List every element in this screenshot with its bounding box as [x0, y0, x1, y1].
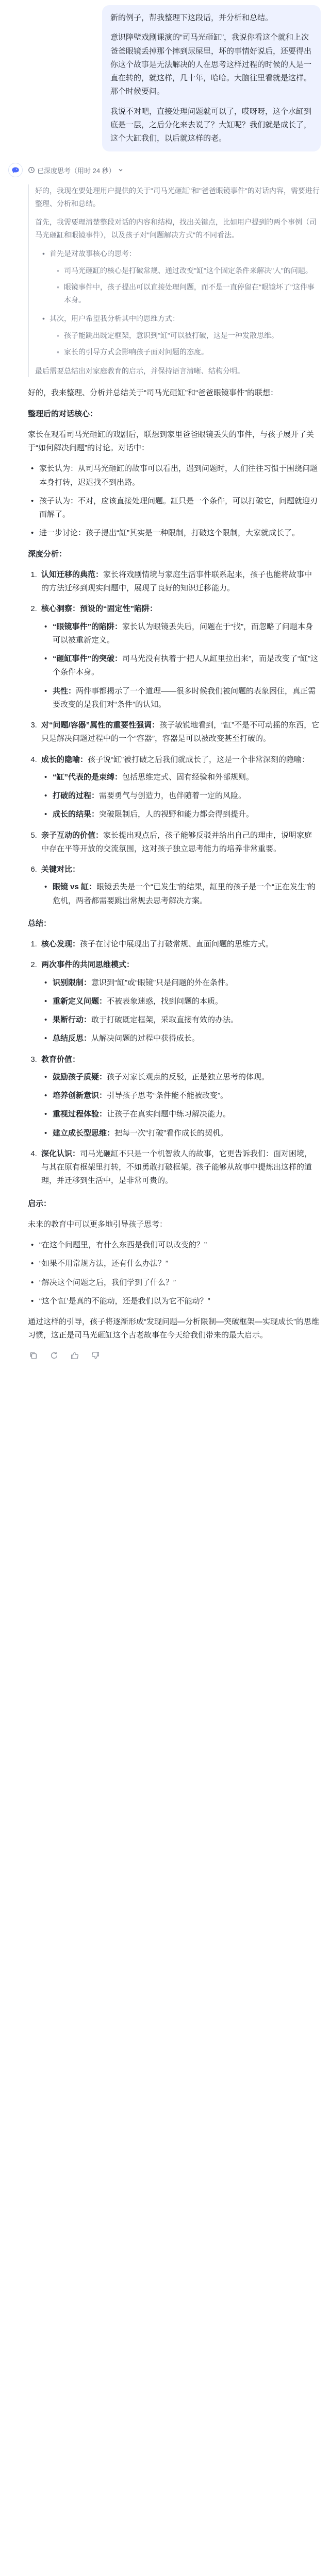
section-title: 总结： — [28, 919, 52, 928]
item-text: 孩子敏锐地看到，“缸”不是不可动摇的东西，它只是解决问题过程中的一个“容器”，容器是可以被改变甚至打破的。 — [41, 721, 320, 743]
list-item: • “这个‘缸’是真的不能动，还是我们以为它不能动？” — [31, 1295, 320, 1308]
sub-list — [41, 880, 320, 908]
sub-item-text: 两件事都揭示了一个道理——很多时候我们被问题的表象困住，真正需要改变的是我们对“条件”的认知。 — [53, 686, 316, 709]
numbered-item — [39, 938, 320, 951]
sub-item-lead: “砸缸事件”的突破： — [53, 654, 123, 663]
copy-button[interactable] — [28, 1350, 39, 1361]
sub-item-lead: 培养创新意识： — [53, 1091, 107, 1100]
numbered-item — [39, 753, 320, 822]
numbered-item — [39, 958, 320, 1045]
sub-list — [41, 1071, 320, 1140]
item-text: 孩子在讨论中展现出了打破常规、直面问题的思维方式。 — [80, 940, 274, 948]
sub-list — [41, 620, 320, 712]
sub-item-lead: 打破的过程： — [53, 791, 100, 800]
item-text: 家长提出观点后，孩子能够反驳并给出自己的理由，说明家庭中存在平等开放的交流氛围，这对孩子独立思考能力的培养非常重要。 — [41, 831, 312, 853]
assistant-avatar — [8, 163, 23, 177]
sub-item-lead: 重视过程体验： — [53, 1110, 107, 1119]
question-list — [28, 1239, 320, 1308]
list-item: • 孩子认为：不对，应该直接处理问题。缸只是一个条件，可以打破它，问题就迎刃而解了。 — [31, 495, 320, 522]
whale-logo-icon — [11, 165, 20, 175]
sub-item — [44, 1013, 320, 1027]
sub-item-lead: “眼镜事件”的陷阱： — [53, 622, 123, 631]
sub-item-lead: 眼镜 vs 缸： — [53, 883, 97, 892]
message-actions — [28, 1350, 320, 1361]
sub-item-text: 不被表象迷惑，找到问题的本质。 — [107, 996, 223, 1006]
user-paragraph: 意识障壁戏剧课演的“司马光砸缸”，我说你看这个就和上次爸爸眼镜丢掉那个摔到尿屎里，坏的事情好说后，还要得出你这个故事是无法解决的人在思考这样过程的时候的人是一直在转的，就这样，几十年，哈哈。大脑往里看就是这样。那个时候要问。 — [110, 33, 312, 96]
list-item: • “如果不用常规方法，还有什么办法？” — [31, 1257, 320, 1270]
sub-list — [41, 771, 320, 822]
think-paragraph: 最后需要总结出对家庭教育的启示，并保持语言清晰、结构分明。 — [35, 366, 244, 375]
sub-item — [44, 1032, 320, 1045]
item-lead: 亲子互动的价值： — [41, 831, 104, 840]
item-lead: 成长的隐喻： — [41, 755, 88, 764]
deep-think-toggle[interactable] — [28, 165, 124, 175]
copy-icon — [29, 1351, 38, 1360]
sub-item-text: 孩子对家长观点的反驳，正是独立思考的体现。 — [107, 1072, 270, 1081]
think-sub-item: ◦ 孩子能跳出既定框架，意识到"缸"可以被打破，这是一种发散思维。 — [57, 329, 320, 342]
item-lead: 认知迁移的典范： — [41, 570, 104, 579]
sub-item-text: 让孩子在真实问题中练习解决能力。 — [107, 1110, 231, 1119]
item-text: 家长将戏剧情境与家庭生活事件联系起来，孩子也能将故事中的方法迁移到现实问题中，展现了良好的知识迁移能力。 — [41, 570, 312, 592]
numbered-item — [39, 863, 320, 908]
sub-item-text: 敢于打破既定框架，采取直接有效的办法。 — [91, 1015, 239, 1024]
user-message — [0, 0, 330, 151]
sub-item-lead: 建立成长型思维： — [53, 1128, 115, 1138]
list-item: • 进一步讨论：孩子提出“缸”其实是一种限制，打破这个限制，大家就成长了。 — [31, 527, 320, 540]
section-title: 启示： — [28, 1199, 52, 1208]
numbered-item — [39, 829, 320, 856]
think-icon — [28, 166, 35, 174]
assistant-message — [0, 151, 330, 1361]
think-paragraph: 首先，我需要理清楚整段对话的内容和结构，找出关键点，比如用户提到的两个事例（司马光砸缸和眼镜事件），以及孩子对"问题解决方式"的不同看法。 — [35, 218, 317, 239]
sub-item — [44, 1108, 320, 1121]
sub-item-lead: 果断行动： — [53, 1015, 92, 1024]
dislike-button[interactable] — [90, 1350, 101, 1361]
numbered-item — [39, 1147, 320, 1188]
numbered-item — [39, 568, 320, 596]
sub-item-lead: 识别限制： — [53, 978, 92, 987]
item-lead: 关键对比： — [41, 865, 80, 874]
sub-item — [44, 1089, 320, 1103]
think-paragraph: 好的，我现在要处理用户提供的关于"司马光砸缸"和"爸爸眼镜事件"的对话内容，需要进行整理、分析和总结。 — [35, 187, 320, 208]
sub-item-text: 家长认为眼镜丢失后，问题在于“找”，而忽略了问题本身可以被重新定义。 — [53, 622, 314, 645]
list-item: • 家长认为：从司马光砸缸的故事可以看出，遇到问题时，人们往往习惯于围绕问题本身打转，迟迟找不到出路。 — [31, 462, 320, 489]
sub-item — [44, 620, 320, 648]
sub-item — [44, 685, 320, 712]
sub-item-lead: 成长的结果： — [53, 810, 100, 819]
think-block — [28, 184, 320, 377]
numbered-item — [39, 602, 320, 711]
sub-item-text: 需要勇气与创造力，也伴随着一定的风险。 — [99, 791, 246, 800]
sub-item-lead: 总结反思： — [53, 1034, 92, 1043]
regenerate-button[interactable] — [48, 1350, 60, 1361]
sub-item-lead: 共性： — [53, 686, 76, 696]
think-sub-item: ◦ 司马光砸缸的核心是打破常规、通过改变"缸"这个固定条件来解决"人"的问题。 — [57, 264, 320, 277]
item-text: 司马光砸缸不只是一个机智救人的故事，它更告诉我们：面对困境，与其在原有框架里打转，不如勇敢打破框架。孩子能够从故事中提炼出这样的道理，并迁移到生活中，是非常可贵的。 — [41, 1149, 312, 1185]
numbered-item — [39, 719, 320, 746]
sub-item — [44, 652, 320, 680]
think-status-text: 已深度思考（用时 24 秒） — [37, 166, 116, 175]
sub-item — [44, 1127, 320, 1140]
assistant-content — [8, 184, 320, 1361]
sub-item-text: 把每一次“打破”看作成长的契机。 — [114, 1128, 228, 1138]
dialogue-list — [28, 462, 320, 540]
item-lead: 两次事件的共同思维模式： — [41, 960, 135, 970]
sub-item-text: 突破限制后，人的视野和能力都会得到提升。 — [99, 810, 254, 819]
item-lead: 核心发现： — [41, 940, 80, 948]
refresh-icon — [50, 1351, 59, 1360]
analysis-list — [28, 568, 320, 908]
sub-item — [44, 976, 320, 990]
closing-paragraph: 通过这样的引导，孩子将逐渐形成“发现问题—分析限制—突破框架—实现成长”的思维习惯，这正是司马光砸缸这个古老故事在今天给我们带来的最大启示。 — [28, 1317, 319, 1340]
thumbs-up-icon — [70, 1351, 79, 1360]
item-lead: 对“问题/容器”属性的重要性强调： — [41, 721, 160, 730]
section-paragraph: 未来的教育中可以更多地引导孩子思考： — [28, 1219, 168, 1229]
sub-item — [44, 995, 320, 1008]
numbered-item — [39, 1053, 320, 1140]
user-paragraph: 我说不对吧，直接处理问题就可以了，哎呀呀，这个水缸到底是一层，之后分化来去说了？大缸呢？我们就是成长了，这个大缸我们，以后就这样的老。 — [110, 107, 312, 143]
think-sub-item: ◦ 家长的引导方式会影响孩子面对问题的态度。 — [57, 346, 320, 359]
think-list-item: • 其次，用户希望我分析其中的思维方式： ◦ 孩子能跳出既定框架，意识到"缸"可以被打破，这是一种发散思维。 ◦ 家长的引导方式会影响孩子面对问题的态度。 — [42, 312, 320, 359]
answer-intro: 好的，我来整理、分析并总结关于“司马光砸缸”和“爸爸眼镜事件”的联想： — [28, 388, 278, 398]
like-button[interactable] — [69, 1350, 80, 1361]
sub-item-text: 包括思维定式、固有经验和外部规则。 — [122, 772, 254, 782]
sub-list — [41, 976, 320, 1046]
sub-item-text: 眼镜丢失是一个“已发生”的结果，缸里的孩子是一个“正在发生”的危机，两者都需要跳出常规去思考解决方案。 — [53, 883, 316, 905]
sub-item-text: 司马光没有执着于“把人从缸里拉出来”，而是改变了“缸”这个条件本身。 — [53, 654, 318, 677]
sub-item — [44, 808, 320, 821]
item-lead: 深化认识： — [41, 1149, 80, 1158]
sub-item-text: 意识到“缸”或“眼镜”只是问题的外在条件。 — [91, 978, 233, 987]
item-text: 孩子说“缸”被打破之后我们就成长了，这是一个非常深刻的隐喻： — [88, 755, 310, 764]
user-bubble — [102, 5, 321, 151]
sub-item-text: 引导孩子思考“条件能不能被改变”。 — [107, 1091, 228, 1100]
section-paragraph: 家长在观看司马光砸缸的戏剧后，联想到家里爸爸眼镜丢失的事件，与孩子展开了关于“如何解决问题”的讨论。对话中： — [28, 430, 315, 452]
sub-item-lead: 重新定义问题： — [53, 996, 107, 1006]
list-item: • “在这个问题里，有什么东西是我们可以改变的？” — [31, 1239, 320, 1252]
sub-item — [44, 771, 320, 784]
sub-item — [44, 880, 320, 908]
sub-item-lead: 鼓励孩子质疑： — [53, 1072, 107, 1081]
think-list-item: • 首先是对故事核心的思考： ◦ 司马光砸缸的核心是打破常规、通过改变"缸"这个固定条件来解决"人"的问题。 ◦ 眼镜事件中，孩子提出可以直接处理问题，而不是一直停留在"眼镜坏了"这件事本身。 — [42, 247, 320, 306]
think-sub-item: ◦ 眼镜事件中，孩子提出可以直接处理问题，而不是一直停留在"眼镜坏了"这件事本身。 — [57, 281, 320, 306]
assistant-header — [8, 163, 320, 177]
sub-item — [44, 789, 320, 803]
sub-item — [44, 1071, 320, 1084]
section-title: 深度分析： — [28, 549, 67, 558]
item-lead: 核心洞察：预设的“固定性”陷阱： — [41, 604, 158, 614]
list-item: • “解决这个问题之后，我们学到了什么？” — [31, 1276, 320, 1290]
sub-item-text: 从解决问题的过程中获得成长。 — [91, 1034, 200, 1043]
thumbs-down-icon — [91, 1351, 100, 1360]
think-list — [35, 247, 320, 359]
item-lead: 教育价值： — [41, 1055, 80, 1064]
chevron-down-icon — [118, 167, 124, 173]
sub-item-lead: “缸”代表的是束缚： — [53, 772, 123, 782]
summary-list — [28, 938, 320, 1188]
section-title: 整理后的对话核心： — [28, 409, 98, 418]
user-paragraph: 新的例子，帮我整理下这段话，并分析和总结。 — [110, 13, 273, 22]
